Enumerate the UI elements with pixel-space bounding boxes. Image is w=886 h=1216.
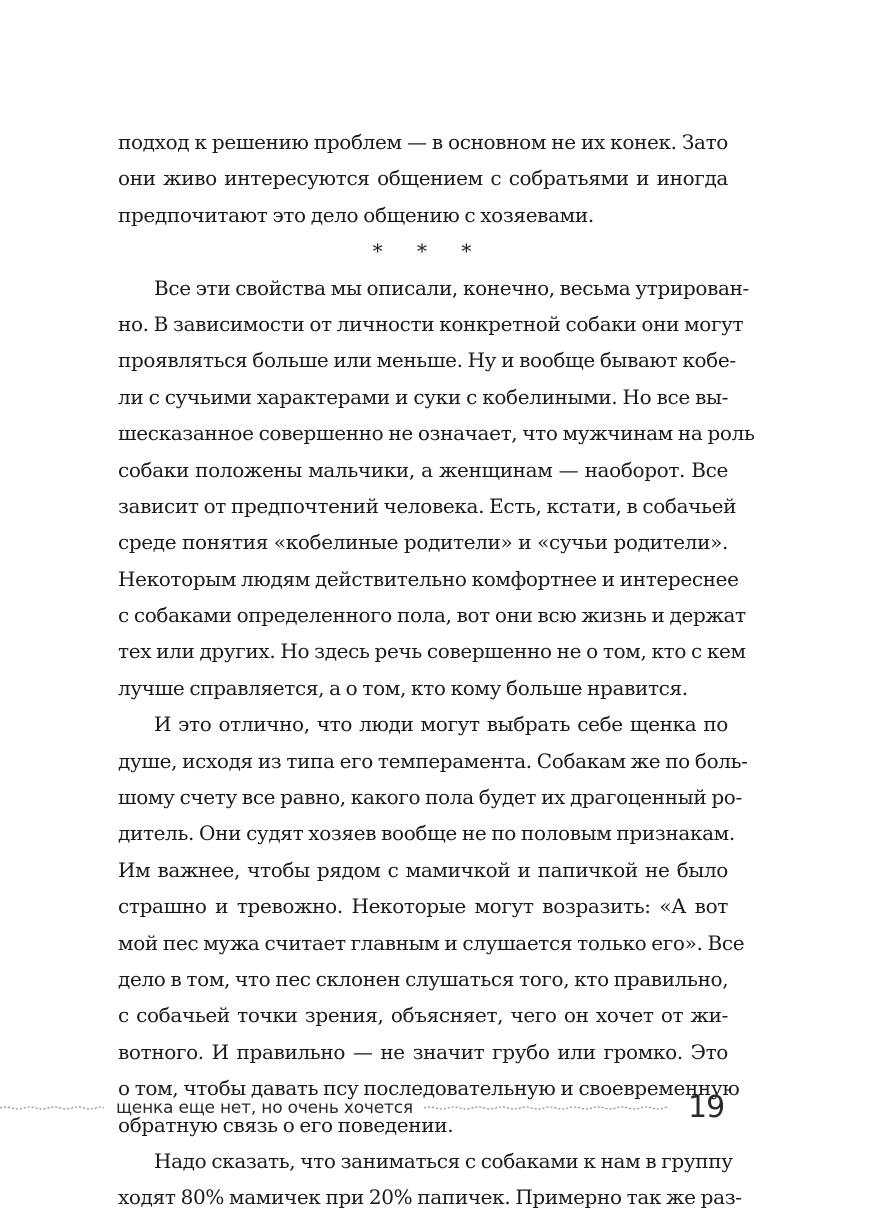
text-line: душе, исходя из типа его темперамента. Собакам же по боль- xyxy=(118,748,748,773)
text-line: зависит от предпочтений человека. Есть, кстати, в собачьей xyxy=(118,493,737,518)
text-line: шому счету все равно, какого пола будет их драгоценный ро- xyxy=(118,785,742,810)
paragraph xyxy=(118,706,748,1143)
running-title: щенка еще нет, но очень хочется xyxy=(116,1098,413,1118)
text-line: ходят 80% мамичек при 20% папичек. Примерно так же раз- xyxy=(118,1185,742,1210)
text-line: дело в том, что пес склонен слушаться того, кто правильно, xyxy=(118,966,729,991)
text-line: вотного. И правильно — не значит грубо или громко. Это xyxy=(118,1039,728,1064)
text-line: о том, чтобы давать псу последовательную и своевременную xyxy=(118,1076,740,1101)
text-line: они живо интересуются общением с собратьями и иногда xyxy=(118,166,728,191)
text-line: с собаками определенного пола, вот они всю жизнь и держат xyxy=(118,603,746,628)
page-footer xyxy=(0,1090,886,1130)
text-line: собаки положены мальчики, а женщинам — наоборот. Все xyxy=(118,457,728,482)
text-line: Некоторым людям действительно комфортнее и интереснее xyxy=(118,566,739,591)
footer-wavy-rule-left xyxy=(0,1106,104,1110)
text-line: Им важнее, чтобы рядом с мамичкой и папичкой не было xyxy=(118,857,728,882)
footer-wavy-rule-right xyxy=(424,1106,668,1110)
text-line: с собачьей точки зрения, объясняет, чего он хочет от жи- xyxy=(118,1003,728,1028)
text-line: подход к решению проблем — в основном не их конек. Зато xyxy=(118,130,728,154)
paragraph xyxy=(118,124,728,233)
text-line: проявляться больше или меньше. Ну и вообще бывают кобе- xyxy=(118,348,736,373)
text-line: лучше справляется, а о том, кто кому больше нравится. xyxy=(118,675,688,700)
text-line: ли с сучьими характерами и суки с кобелиными. Но все вы- xyxy=(118,384,728,409)
text-line: среде понятия «кобелиные родители» и «сучьи родители». xyxy=(118,530,728,555)
paragraph xyxy=(118,270,755,707)
text-line: Надо сказать, что заниматься с собаками к нам в группу xyxy=(154,1148,733,1173)
text-line: шесказанное совершенно не означает, что мужчинам на роль xyxy=(118,421,755,446)
text-line: но. В зависимости от личности конкретной собаки они могут xyxy=(118,311,744,336)
text-line: предпочитают это дело общению с хозяевами. xyxy=(118,202,594,227)
page-body xyxy=(118,124,755,1216)
text-line: дитель. Они судят хозяев вообще не по половым признакам. xyxy=(118,821,735,846)
text-line: тех или других. Но здесь речь совершенно не о том, кто с кем xyxy=(118,639,746,664)
section-separator: * * * xyxy=(372,239,486,264)
text-line: обратную связь о его поведении. xyxy=(118,1112,454,1137)
text-line: страшно и тревожно. Некоторые могут возразить: «А вот xyxy=(118,894,728,919)
text-line: Все эти свойства мы описали, конечно, весьма утрирован- xyxy=(154,275,749,300)
text-line: И это отлично, что люди могут выбрать себе щенка по xyxy=(154,712,728,737)
paragraph xyxy=(118,1143,742,1216)
page-number: 19 xyxy=(688,1090,725,1125)
text-line: мой пес мужа считает главным и слушается только его». Все xyxy=(118,930,745,955)
